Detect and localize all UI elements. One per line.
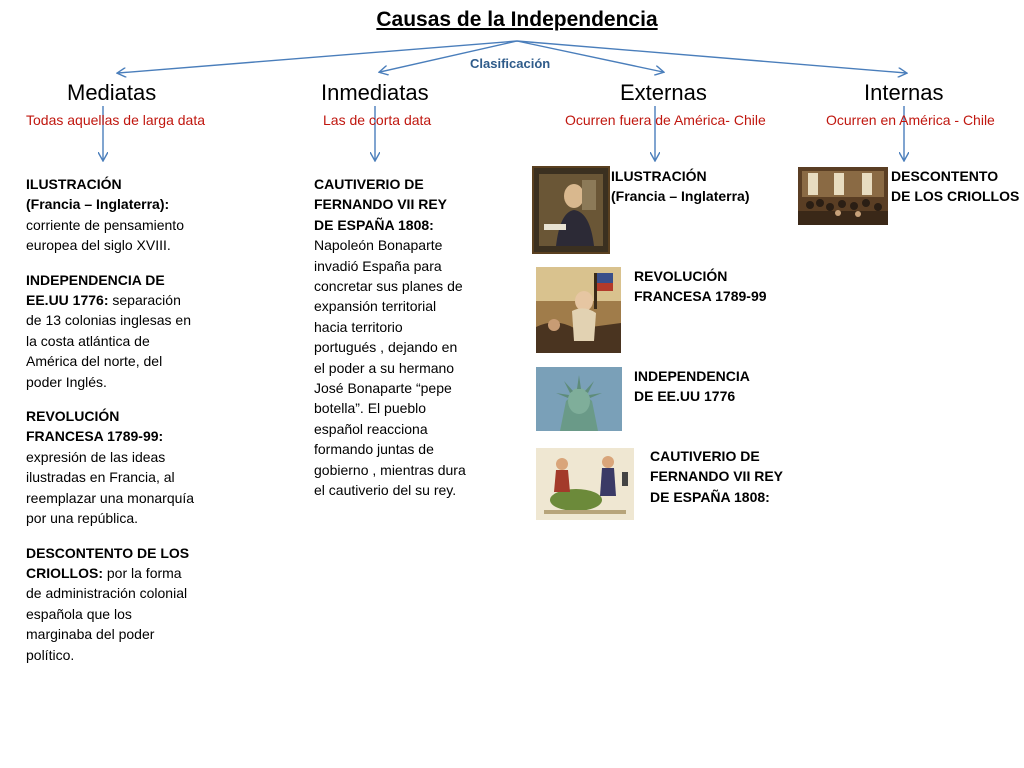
subtitle-internas: Ocurren en América - Chile <box>826 112 995 128</box>
statue-of-liberty-image <box>536 367 622 431</box>
category-internas: Internas <box>864 80 944 105</box>
cabildo-painting-image <box>798 167 888 225</box>
externas-caption-independencia: INDEPENDENCIA DE EE.UU 1776 <box>634 368 750 405</box>
subtitle-mediatas: Todas aquellas de larga data <box>26 112 206 128</box>
mediatas-item-independencia: INDEPENDENCIA DE EE.UU 1776: separación de 13 colonias inglesas en la costa atlántica de América del norte, del poder Inglés. <box>26 271 192 390</box>
externas-caption-revolucion: REVOLUCIÓN FRANCESA 1789-99 <box>634 268 767 305</box>
classification-label: Clasificación <box>470 56 551 71</box>
inmediatas-text <box>314 174 466 515</box>
ilustracion-portrait-image <box>532 166 610 254</box>
revolucion-painting-image <box>536 267 621 353</box>
category-mediatas: Mediatas <box>67 80 157 105</box>
subtitle-externas: Ocurren fuera de América- Chile <box>565 112 766 128</box>
subtitle-inmediatas: Las de corta data <box>323 112 432 128</box>
externas-caption-ilustracion: ILUSTRACIÓN (Francia – Inglaterra) <box>611 168 750 205</box>
internas-caption-descontento: DESCONTENTO DE LOS CRIOLLOS <box>891 168 1020 205</box>
mediatas-list <box>26 174 196 679</box>
page-title: Causas de la Independencia <box>376 8 658 31</box>
cautiverio-caricature-image <box>536 448 634 520</box>
externas-caption-cautiverio: CAUTIVERIO DE FERNANDO VII REY DE ESPAÑA 1808: <box>650 448 784 505</box>
category-externas: Externas <box>620 80 707 105</box>
arrow-to-mediatas <box>118 41 517 73</box>
arrow-to-internas <box>517 41 906 73</box>
inmediatas-item-cautiverio: CAUTIVERIO DE FERNANDO VII REY DE ESPAÑA 1808: Napoleón Bonaparte invadió España para concretar sus planes de expansión territorial hacia territorio portugués , dejando en el poder a su hermano José Bonaparte “pepe botella”. El pueblo español reacciona formando juntas de gobierno , mientras dura el cautiverio del su rey. <box>314 176 466 499</box>
mediatas-item-descontento: DESCONTENTO DE LOS CRIOLLOS: por la forma de administración colonial española que los marginaba del poder político. <box>26 544 190 663</box>
mediatas-item-ilustracion: ILUSTRACIÓN (Francia – Inglaterra): corriente de pensamiento europea del siglo XVIII. <box>26 176 184 254</box>
category-inmediatas: Inmediatas <box>321 80 429 105</box>
mediatas-item-revolucion: REVOLUCIÓN FRANCESA 1789-99: expresión de las ideas ilustradas en Francia, al reemplazar una monarquía por una república. <box>26 408 195 527</box>
